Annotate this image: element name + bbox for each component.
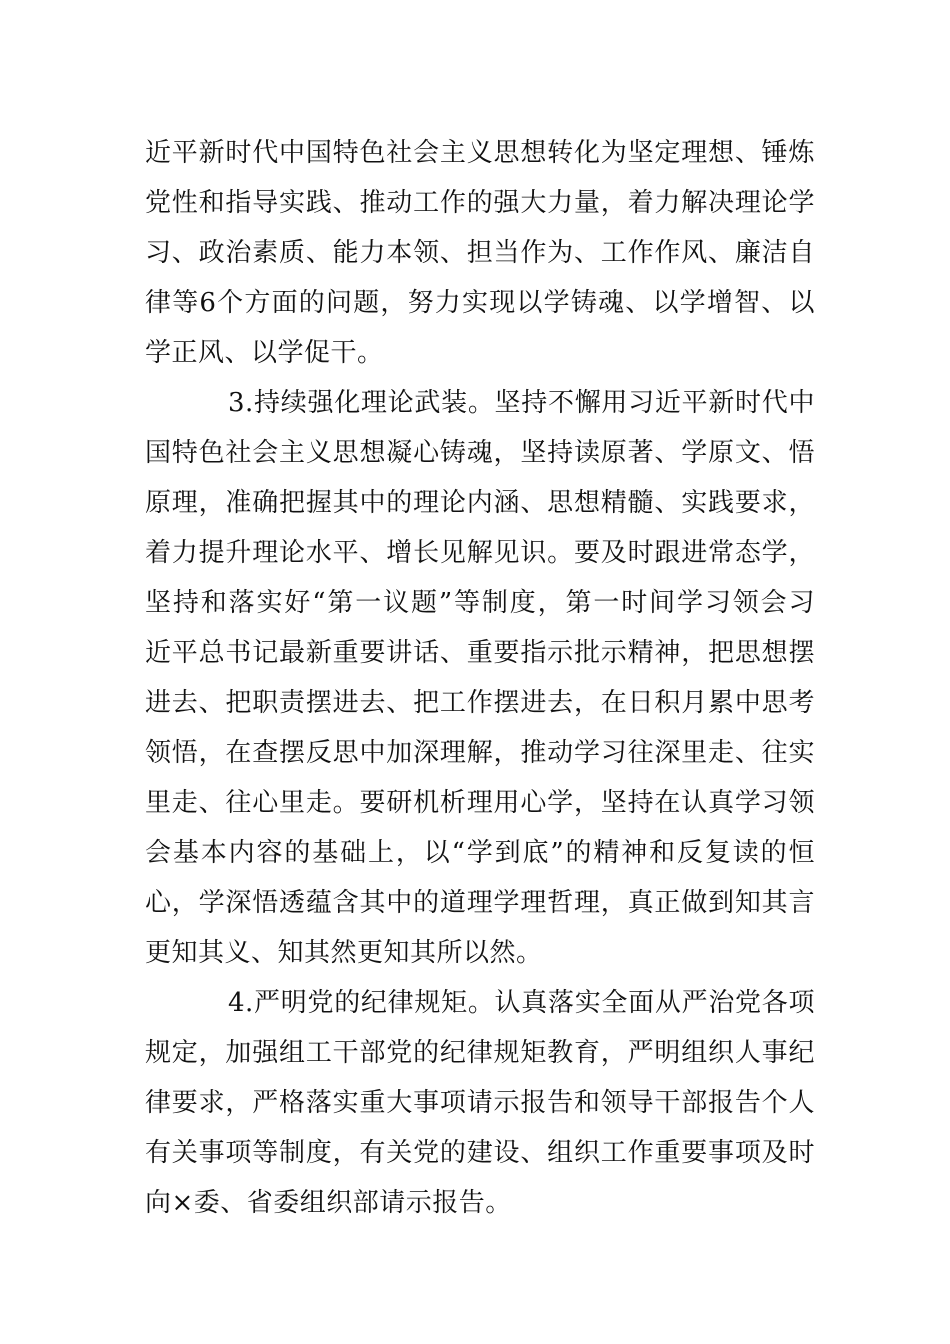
text-line: 学正风、以学促干。 — [145, 338, 384, 368]
text-line: 原理，准确把握其中的理论内涵、思想精髓、实践要求， — [145, 488, 815, 518]
text-line: 习、政治素质、能力本领、担当作为、工作作风、廉洁自 — [145, 238, 815, 268]
section-4-heading-line: 4.严明党的纪律规矩。认真落实全面从严治党各项 — [228, 988, 815, 1018]
text-line: 向×委、省委组织部请示报告。 — [145, 1188, 512, 1218]
text-line: 近平总书记最新重要讲话、重要指示批示精神，把思想摆 — [145, 638, 815, 668]
section-3-heading-line: 3.持续强化理论武装。坚持不懈用习近平新时代中 — [228, 388, 815, 418]
text-line: 着力提升理论水平、增长见解见识。要及时跟进常态学， — [145, 538, 815, 568]
text-line: 心，学深悟透蕴含其中的道理学理哲理，真正做到知其言 — [145, 888, 815, 918]
text-line: 里走、往心里走。要研机析理用心学，坚持在认真学习领 — [145, 788, 815, 818]
text-line: 规定，加强组工干部党的纪律规矩教育，严明组织人事纪 — [145, 1038, 815, 1068]
text-line: 会基本内容的基础上，以“学到底”的精神和反复读的恒 — [145, 838, 815, 868]
text-line: 国特色社会主义思想凝心铸魂，坚持读原著、学原文、悟 — [145, 438, 815, 468]
text-line: 近平新时代中国特色社会主义思想转化为坚定理想、锤炼 — [145, 138, 815, 168]
text-line: 有关事项等制度，有关党的建设、组织工作重要事项及时 — [145, 1138, 815, 1168]
text-line: 领悟，在查摆反思中加深理解，推动学习往深里走、往实 — [145, 738, 815, 768]
text-line: 坚持和落实好“第一议题”等制度，第一时间学习领会习 — [145, 588, 815, 618]
text-line: 更知其义、知其然更知其所以然。 — [145, 938, 543, 968]
text-line: 律等6个方面的问题，努力实现以学铸魂、以学增智、以 — [145, 288, 815, 318]
text-line: 进去、把职责摆进去、把工作摆进去，在日积月累中思考 — [145, 688, 815, 718]
text-line: 党性和指导实践、推动工作的强大力量，着力解决理论学 — [145, 188, 815, 218]
text-line: 律要求，严格落实重大事项请示报告和领导干部报告个人 — [145, 1088, 815, 1118]
